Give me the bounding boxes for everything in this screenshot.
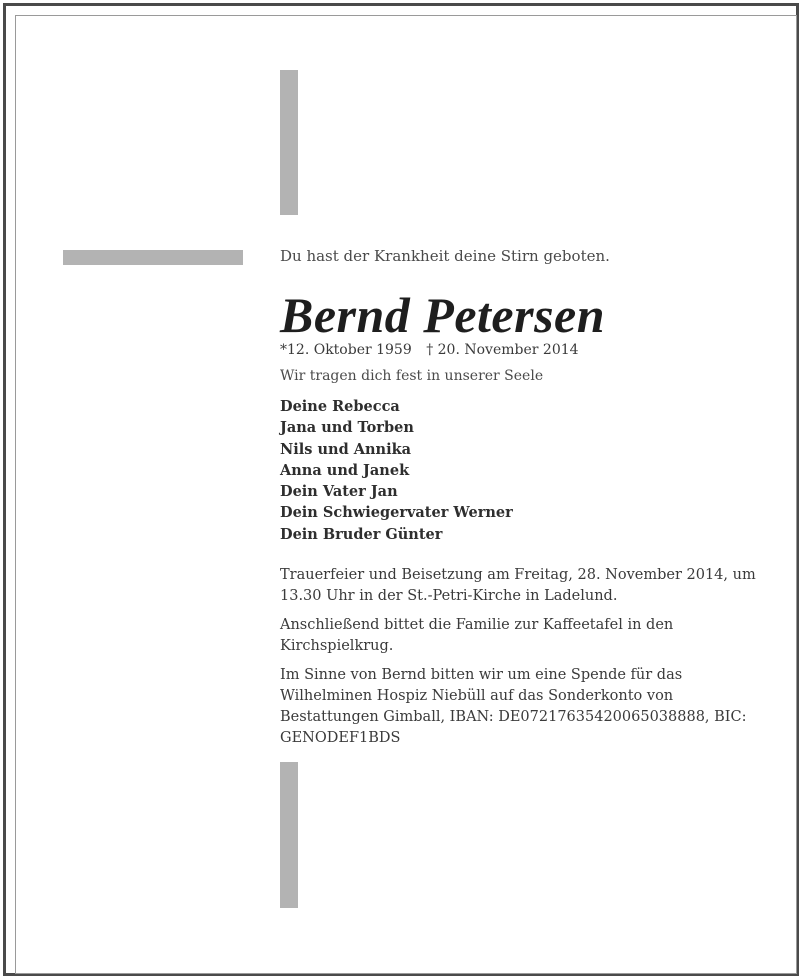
deceased-name: Bernd Petersen [280,287,606,343]
mourner: Dein Vater Jan [280,483,398,501]
mourner: Dein Schwiegervater Werner [280,504,513,522]
mourner: Dein Bruder Günter [280,525,443,543]
mourner: Nils und Annika [280,440,412,458]
cross-left-bar [63,250,243,265]
cross-top-bar [280,70,298,215]
funeral-info: Trauerfeier und Beisetzung am Freitag, 28. November 2014, um 13.30 Uhr in der St.-Petri-Kirche in Ladelund. [280,567,756,605]
mourner: Jana und Torben [280,419,414,437]
notice-content [280,246,780,749]
mourner: Deine Rebecca [280,398,400,415]
donation-info: Im Sinne von Bernd bitten wir um eine Spende für das Wilhelminen Hospiz Niebüll auf das Sonderkonto von Bestattungen Gimball, IBAN: DE07217635420065038888, BIC: GENODEF1BDS [280,667,747,747]
life-dates [280,340,780,360]
motto: Du hast der Krankheit deine Stirn geboten. [280,247,610,265]
mourners-list [280,396,780,545]
cross-bottom-bar [280,762,298,908]
mourner: Anna und Janek [280,461,410,479]
tagline: Wir tragen dich fest in unserer Seele [280,368,544,384]
birth-date: *12. Oktober 1959 [280,342,412,358]
death-date: † 20. November 2014 [426,342,579,358]
reception-info: Anschließend bittet die Familie zur Kaffeetafel in den Kirchspielkrug. [280,617,674,655]
